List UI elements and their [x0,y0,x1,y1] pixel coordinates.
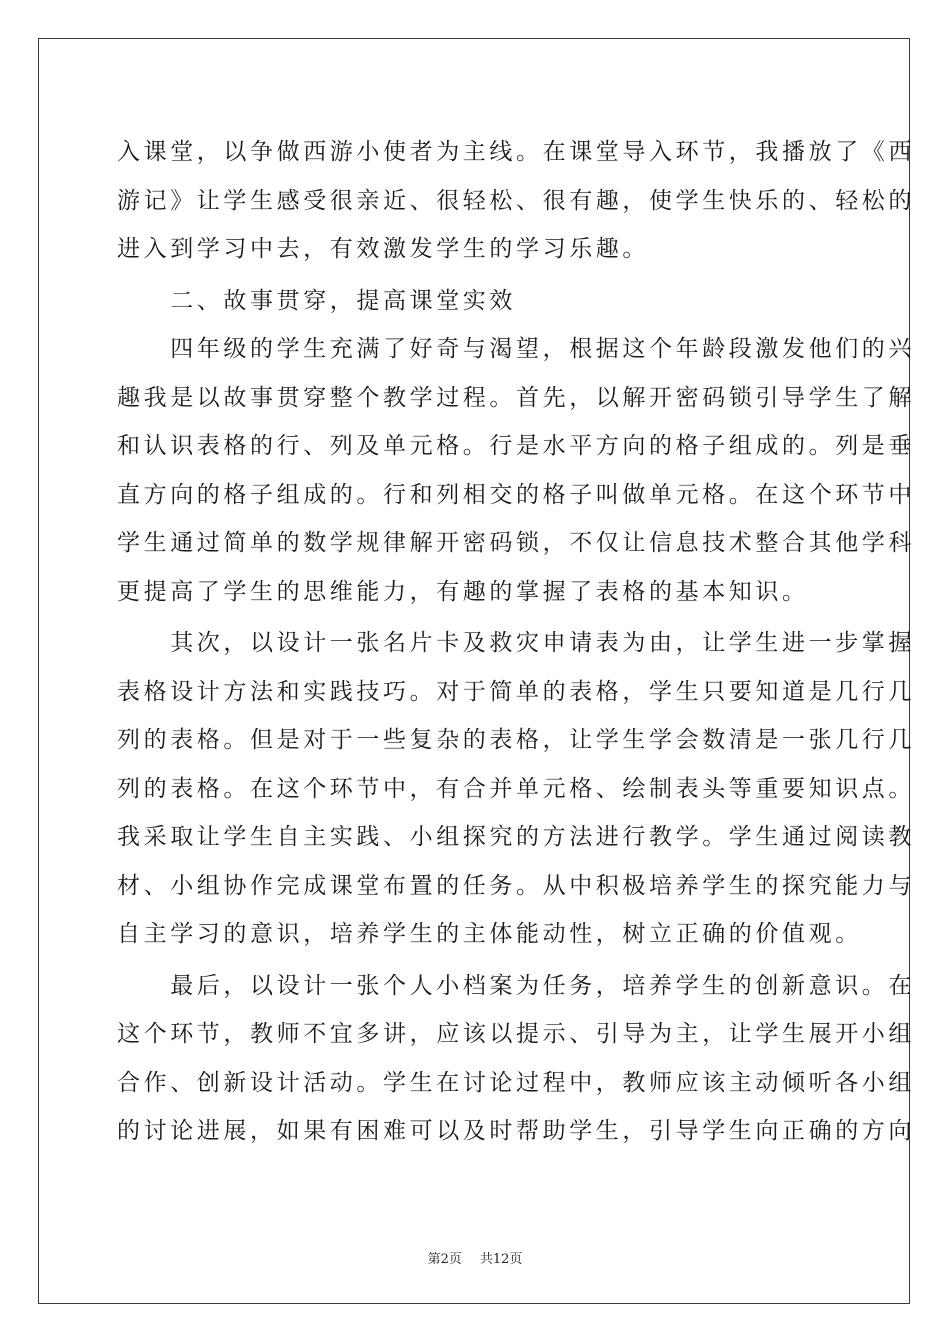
text-line: 列的表格。但是对于一些复杂的表格，让学生学会数清是一张几行几 [117,727,915,753]
text-line: 入课堂，以争做西游小使者为主线。在课堂导入环节，我播放了《西 [117,139,915,165]
page-total: 共12页 [479,1252,523,1267]
section-heading: 二、故事贯穿，提高课堂实效 [117,287,516,314]
text-line: 表格设计方法和实践技巧。对于简单的表格，学生只要知道是几行几 [117,678,915,705]
text-line: 这个环节，教师不宜多讲，应该以提示、引导为主，让学生展开小组 [117,1021,915,1047]
text-line: 列的表格。在这个环节中，有合并单元格、绘制表头等重要知识点。 [117,775,915,802]
text-line: 我采取让学生自主实践、小组探究的方法进行教学。学生通过阅读教 [117,824,915,850]
text-line: 合作、创新设计活动。学生在讨论过程中，教师应该主动倾听各小组 [117,1069,915,1096]
page-footer [0,1248,950,1267]
document-body [117,128,915,1156]
text-line: 其次，以设计一张名片卡及救灾申请表为由，让学生进一步掌握 [117,630,915,656]
text-line: 自主学习的意识，培养学生的主体能动性，树立正确的价值观。 [117,921,862,947]
page-number: 第2页 [427,1252,462,1267]
text-line: 和认识表格的行、列及单元格。行是水平方向的格子组成的。列是垂 [117,433,915,459]
text-line: 更提高了学生的思维能力，有趣的掌握了表格的基本知识。 [117,578,809,605]
text-line: 四年级的学生充满了好奇与渴望，根据这个年龄段激发他们的兴 [117,336,915,362]
text-line: 进入到学习中去，有效激发学生的学习乐趣。 [117,236,649,262]
text-line: 材、小组协作完成课堂布置的任务。从中积极培养学生的探究能力与 [117,872,915,899]
text-line: 游记》让学生感受很亲近、很轻松、很有趣，使学生快乐的、轻松的 [117,187,915,214]
text-line: 的讨论进展，如果有困难可以及时帮助学生，引导学生向正确的方向 [117,1118,915,1144]
text-line: 直方向的格子组成的。行和列相交的格子叫做单元格。在这个环节中 [117,481,915,508]
text-line: 学生通过简单的数学规律解开密码锁，不仅让信息技术整合其他学科 [117,530,915,556]
text-line: 趣我是以故事贯穿整个教学过程。首先，以解开密码锁引导学生了解 [117,384,915,411]
text-line: 最后，以设计一张个人小档案为任务，培养学生的创新意识。在 [117,972,915,999]
